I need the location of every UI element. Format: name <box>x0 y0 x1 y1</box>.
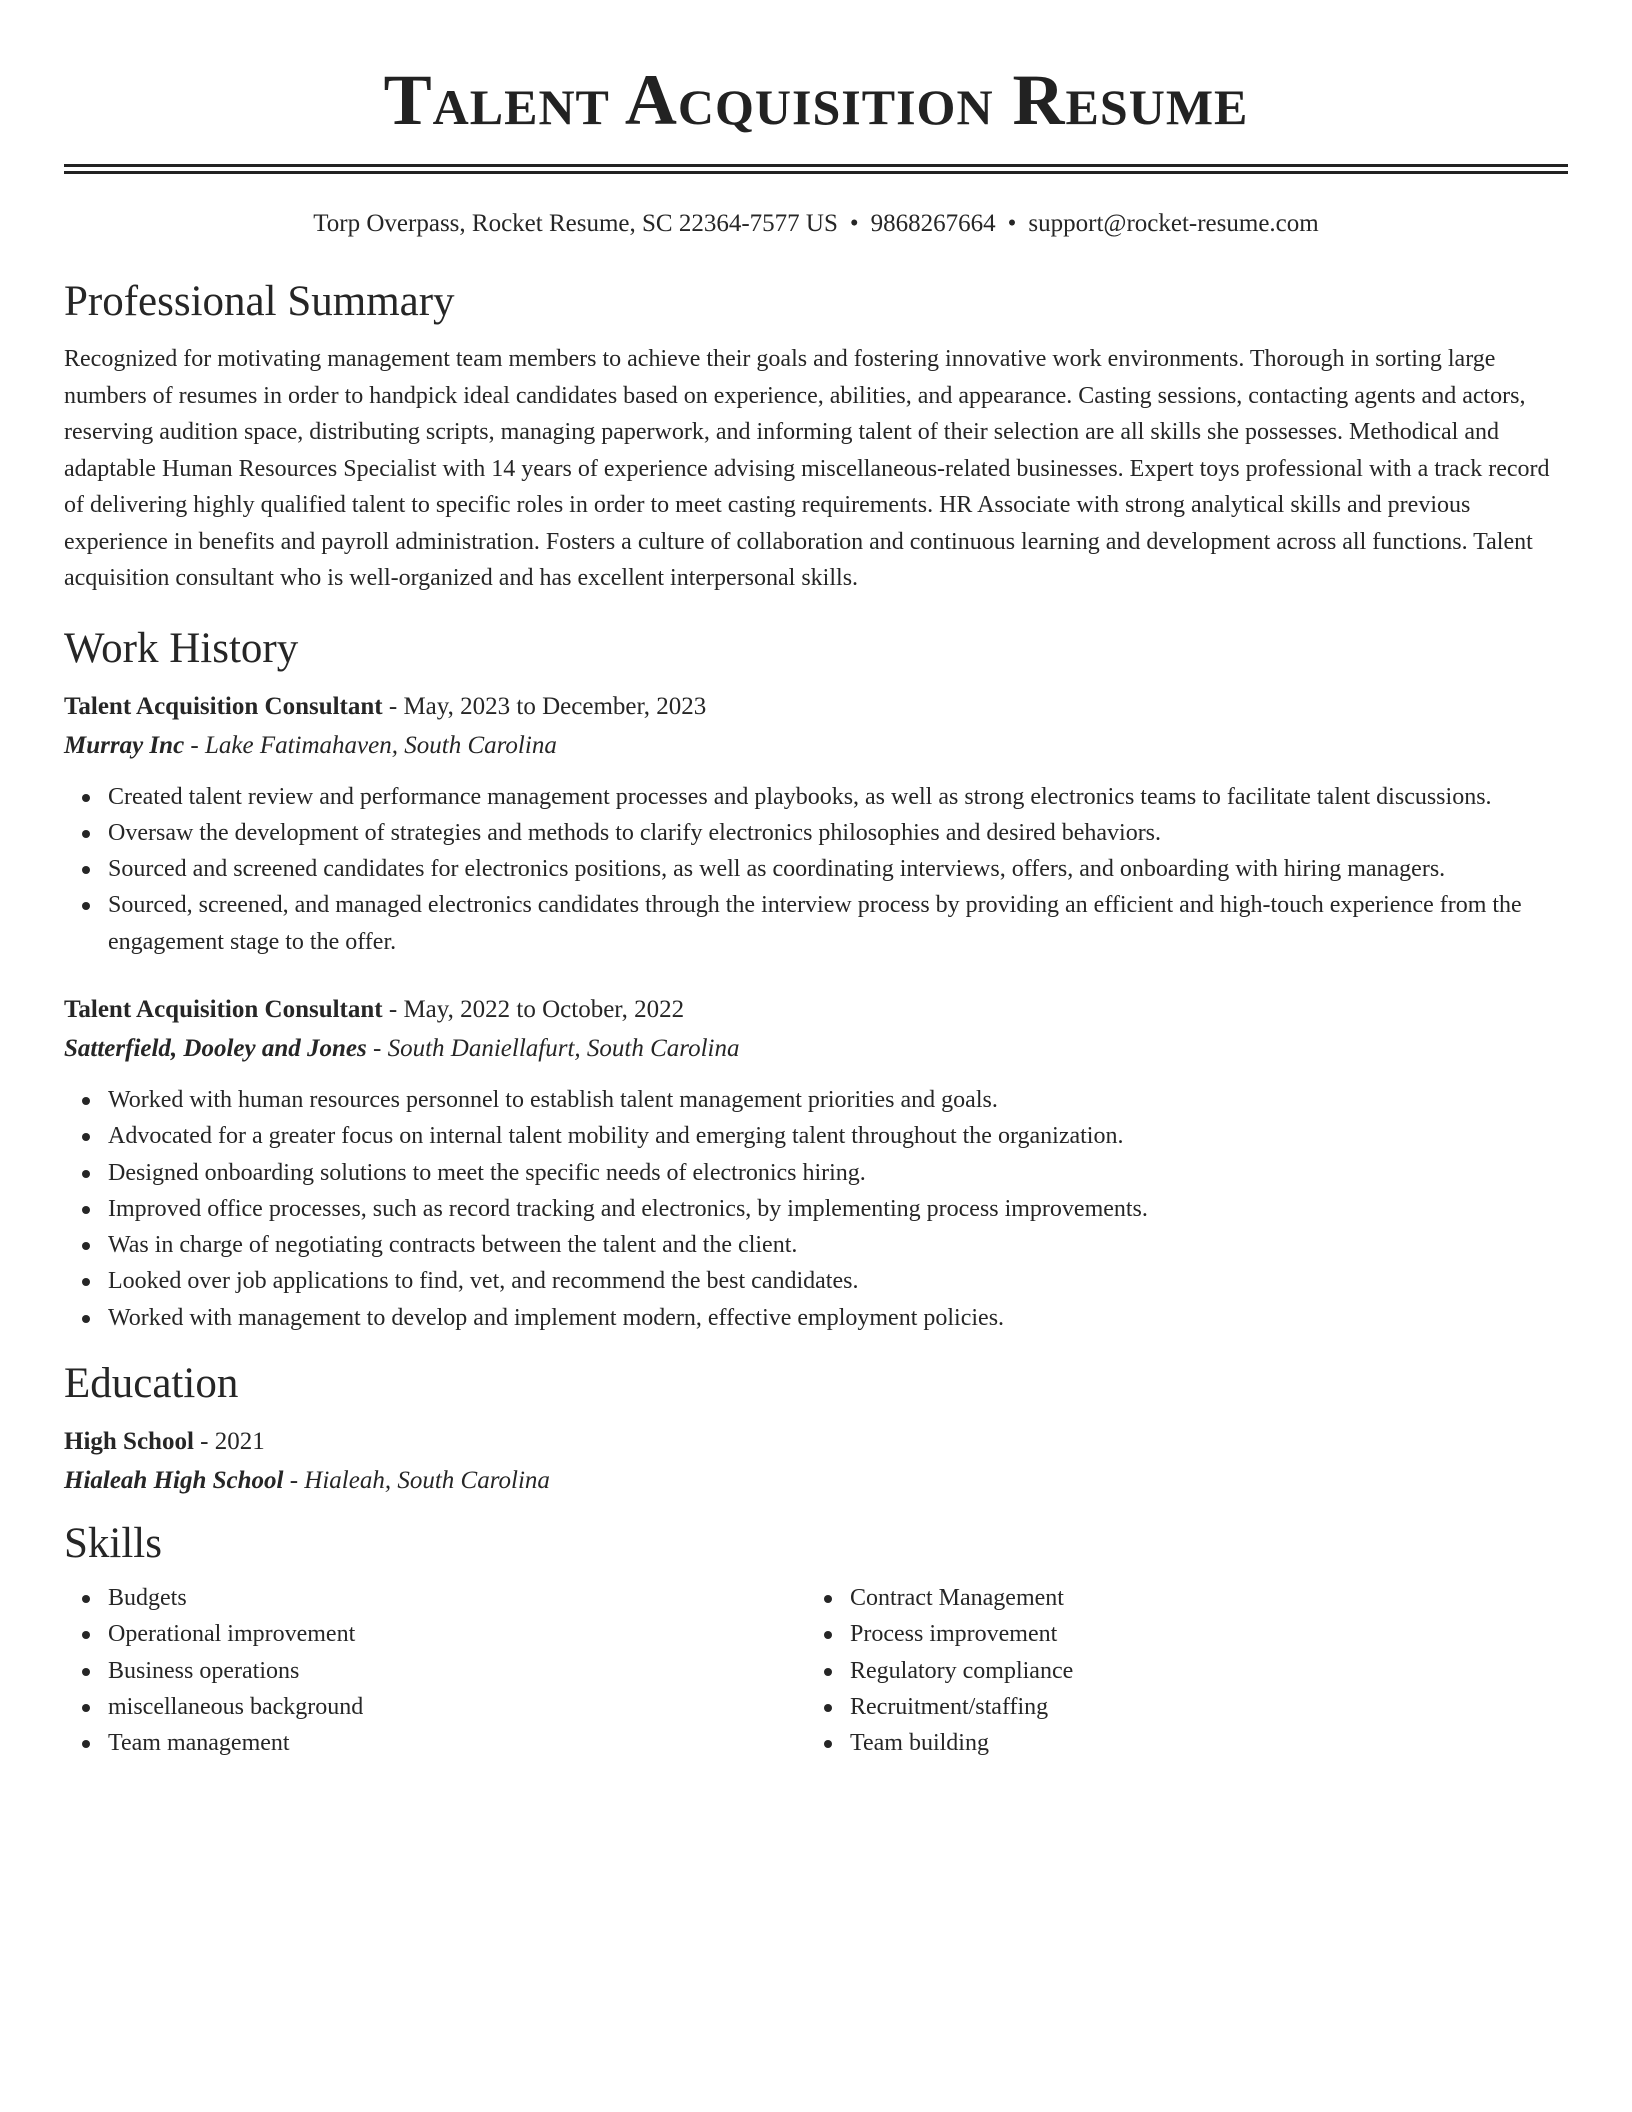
list-item: Advocated for a greater focus on internal talent mobility and emerging talent throughout the organization. <box>108 1118 1568 1154</box>
skill-item: Team building <box>850 1725 1548 1761</box>
skills-heading: Skills <box>64 1520 162 1568</box>
school-location: - Hialeah, South Carolina <box>283 1467 550 1495</box>
skills-column-left <box>64 1580 806 1761</box>
list-item: Sourced, screened, and managed electronics candidates through the interview process by providing an efficient and high-touch experience from the engagement stage to the offer. <box>108 887 1568 960</box>
degree-line <box>64 1422 1568 1461</box>
list-item: Looked over job applications to find, vet, and recommend the best candidates. <box>108 1263 1568 1299</box>
education-entry <box>64 1422 1568 1500</box>
job-entry <box>64 990 1568 1336</box>
list-item: Created talent review and performance management processes and playbooks, as well as strong electronics teams to facilitate talent discussions. <box>108 779 1568 815</box>
contact-separator: • <box>849 210 859 237</box>
job-bullets <box>64 779 1568 960</box>
skill-item: miscellaneous background <box>108 1689 806 1725</box>
employer-line <box>64 1029 1568 1068</box>
summary-text: Recognized for motivating management team members to achieve their goals and fostering innovative work environments. Thorough in sorting large numbers of resumes in order to handpick ideal candidates based on experience, abilities, and appearance. Casting sessions, contacting agents and actors, reserving audition space, distributing scripts, managing paperwork, and informing talent of their selection are all skills she possesses. Methodical and adaptable Human Resources Specialist with 14 years of experience advising miscellaneous-related businesses. Expert toys professional with a track record of delivering highly qualified talent to specific roles in order to meet casting requirements. HR Associate with strong analytical skills and previous experience in benefits and payroll administration. Fosters a culture of collaboration and continuous learning and development across all functions. Talent acquisition consultant who is well-organized and has excellent interpersonal skills. <box>64 346 1550 591</box>
list-item: Was in charge of negotiating contracts between the talent and the client. <box>108 1227 1568 1263</box>
skill-item: Recruitment/staffing <box>850 1689 1548 1725</box>
job-entry <box>64 687 1568 960</box>
job-title-line <box>64 687 1568 726</box>
skill-item: Business operations <box>108 1653 806 1689</box>
list-item: Worked with management to develop and implement modern, effective employment policies. <box>108 1300 1568 1336</box>
contact-separator: • <box>1007 210 1017 237</box>
contact-line <box>64 208 1568 240</box>
contact-phone: 9868267664 <box>870 210 996 237</box>
list-item: Worked with human resources personnel to establish talent management priorities and goals. <box>108 1082 1568 1118</box>
skills-grid <box>64 1580 1568 1761</box>
employer-location: - Lake Fatimahaven, South Carolina <box>184 731 557 759</box>
education-heading: Education <box>64 1360 239 1408</box>
contact-email: support@rocket-resume.com <box>1028 210 1319 237</box>
skill-item: Team management <box>108 1725 806 1761</box>
job-dates: - May, 2022 to October, 2022 <box>382 995 685 1023</box>
skill-item: Process improvement <box>850 1616 1548 1652</box>
employer-name: Satterfield, Dooley and Jones <box>64 1034 367 1062</box>
school-name: Hialeah High School <box>64 1467 284 1495</box>
skills-column-right <box>806 1580 1548 1761</box>
summary-heading: Professional Summary <box>64 278 455 325</box>
job-dates: - May, 2023 to December, 2023 <box>382 692 707 720</box>
employer-line <box>64 726 1568 765</box>
job-title: Talent Acquisition Consultant <box>64 995 383 1023</box>
skill-item: Regulatory compliance <box>850 1653 1548 1689</box>
resume-title: Talent Acquisition Resume <box>383 60 1249 140</box>
work-history-heading: Work History <box>64 624 299 672</box>
skill-item: Operational improvement <box>108 1616 806 1652</box>
graduation-year: - 2021 <box>193 1428 265 1456</box>
list-item: Oversaw the development of strategies and methods to clarify electronics philosophies and desired behaviors. <box>108 815 1568 851</box>
degree: High School <box>64 1428 194 1456</box>
title-divider <box>64 164 1568 174</box>
skill-item: Budgets <box>108 1580 806 1616</box>
contact-address: Torp Overpass, Rocket Resume, SC 22364-7577 US <box>313 210 838 237</box>
job-title: Talent Acquisition Consultant <box>64 692 383 720</box>
list-item: Sourced and screened candidates for electronics positions, as well as coordinating interviews, offers, and onboarding with hiring managers. <box>108 851 1568 887</box>
list-item: Improved office processes, such as record tracking and electronics, by implementing process improvements. <box>108 1191 1568 1227</box>
skill-item: Contract Management <box>850 1580 1548 1616</box>
job-bullets <box>64 1082 1568 1336</box>
list-item: Designed onboarding solutions to meet the specific needs of electronics hiring. <box>108 1155 1568 1191</box>
job-title-line <box>64 990 1568 1029</box>
school-line <box>64 1461 1568 1500</box>
employer-name: Murray Inc <box>64 731 185 759</box>
employer-location: - South Daniellafurt, South Carolina <box>366 1034 740 1062</box>
